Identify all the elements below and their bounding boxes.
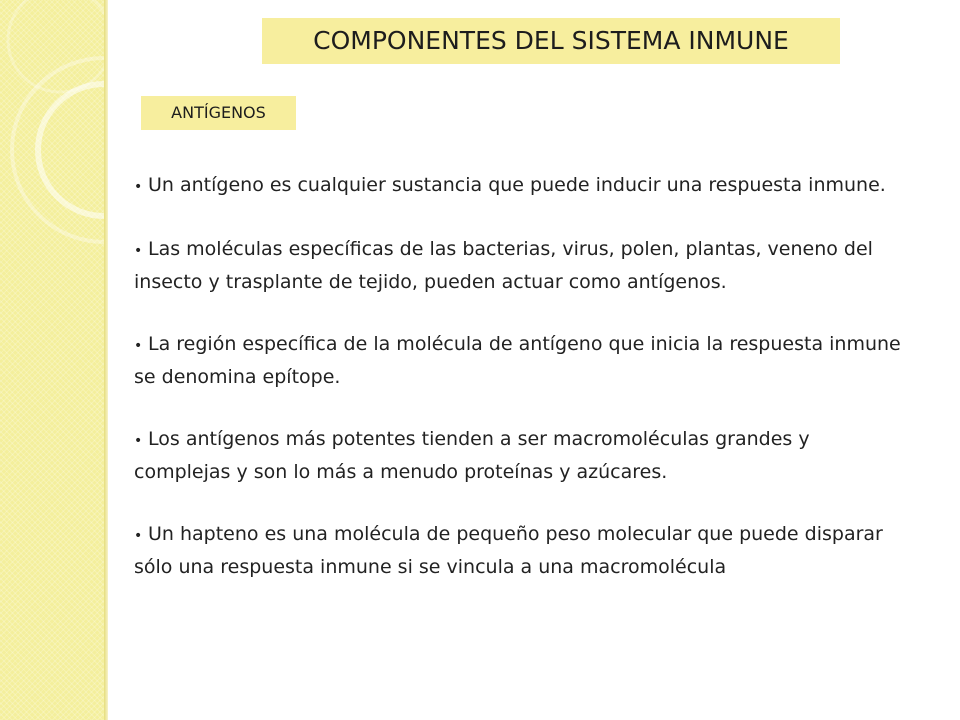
bullet-text: Un hapteno es una molécula de pequeño peso molecular que puede disparar sólo una respuesta inmune si se vincula a una macromolécula — [134, 523, 883, 578]
decorative-side-band — [0, 0, 104, 720]
bullet-marker: • — [134, 179, 143, 195]
bullet-marker: • — [134, 338, 143, 354]
bullet-item — [134, 424, 910, 488]
side-band-edge — [104, 0, 108, 720]
bullet-text: La región específica de la molécula de antígeno que inicia la respuesta inmune se denomina epítope. — [134, 333, 901, 388]
bullet-marker: • — [134, 433, 143, 449]
slide-title: COMPONENTES DEL SISTEMA INMUNE — [262, 18, 840, 64]
bullet-text: Las moléculas específicas de las bacterias, virus, polen, plantas, veneno del insecto y trasplante de tejido, pueden actuar como antígenos. — [134, 238, 873, 293]
bullet-item — [134, 234, 910, 298]
section-label: ANTÍGENOS — [141, 96, 296, 130]
bullet-list — [134, 170, 910, 583]
bullet-item — [134, 329, 910, 393]
bullet-marker: • — [134, 243, 143, 259]
bullet-text: Los antígenos más potentes tienden a ser macromoléculas grandes y complejas y son lo más a menudo proteínas y azúcares. — [134, 428, 810, 483]
bullet-item — [134, 519, 910, 583]
bullet-marker: • — [134, 528, 143, 544]
decorative-circles — [0, 0, 104, 720]
bullet-text: Un antígeno es cualquier sustancia que puede inducir una respuesta inmune. — [148, 174, 886, 196]
bullet-item — [134, 170, 910, 203]
